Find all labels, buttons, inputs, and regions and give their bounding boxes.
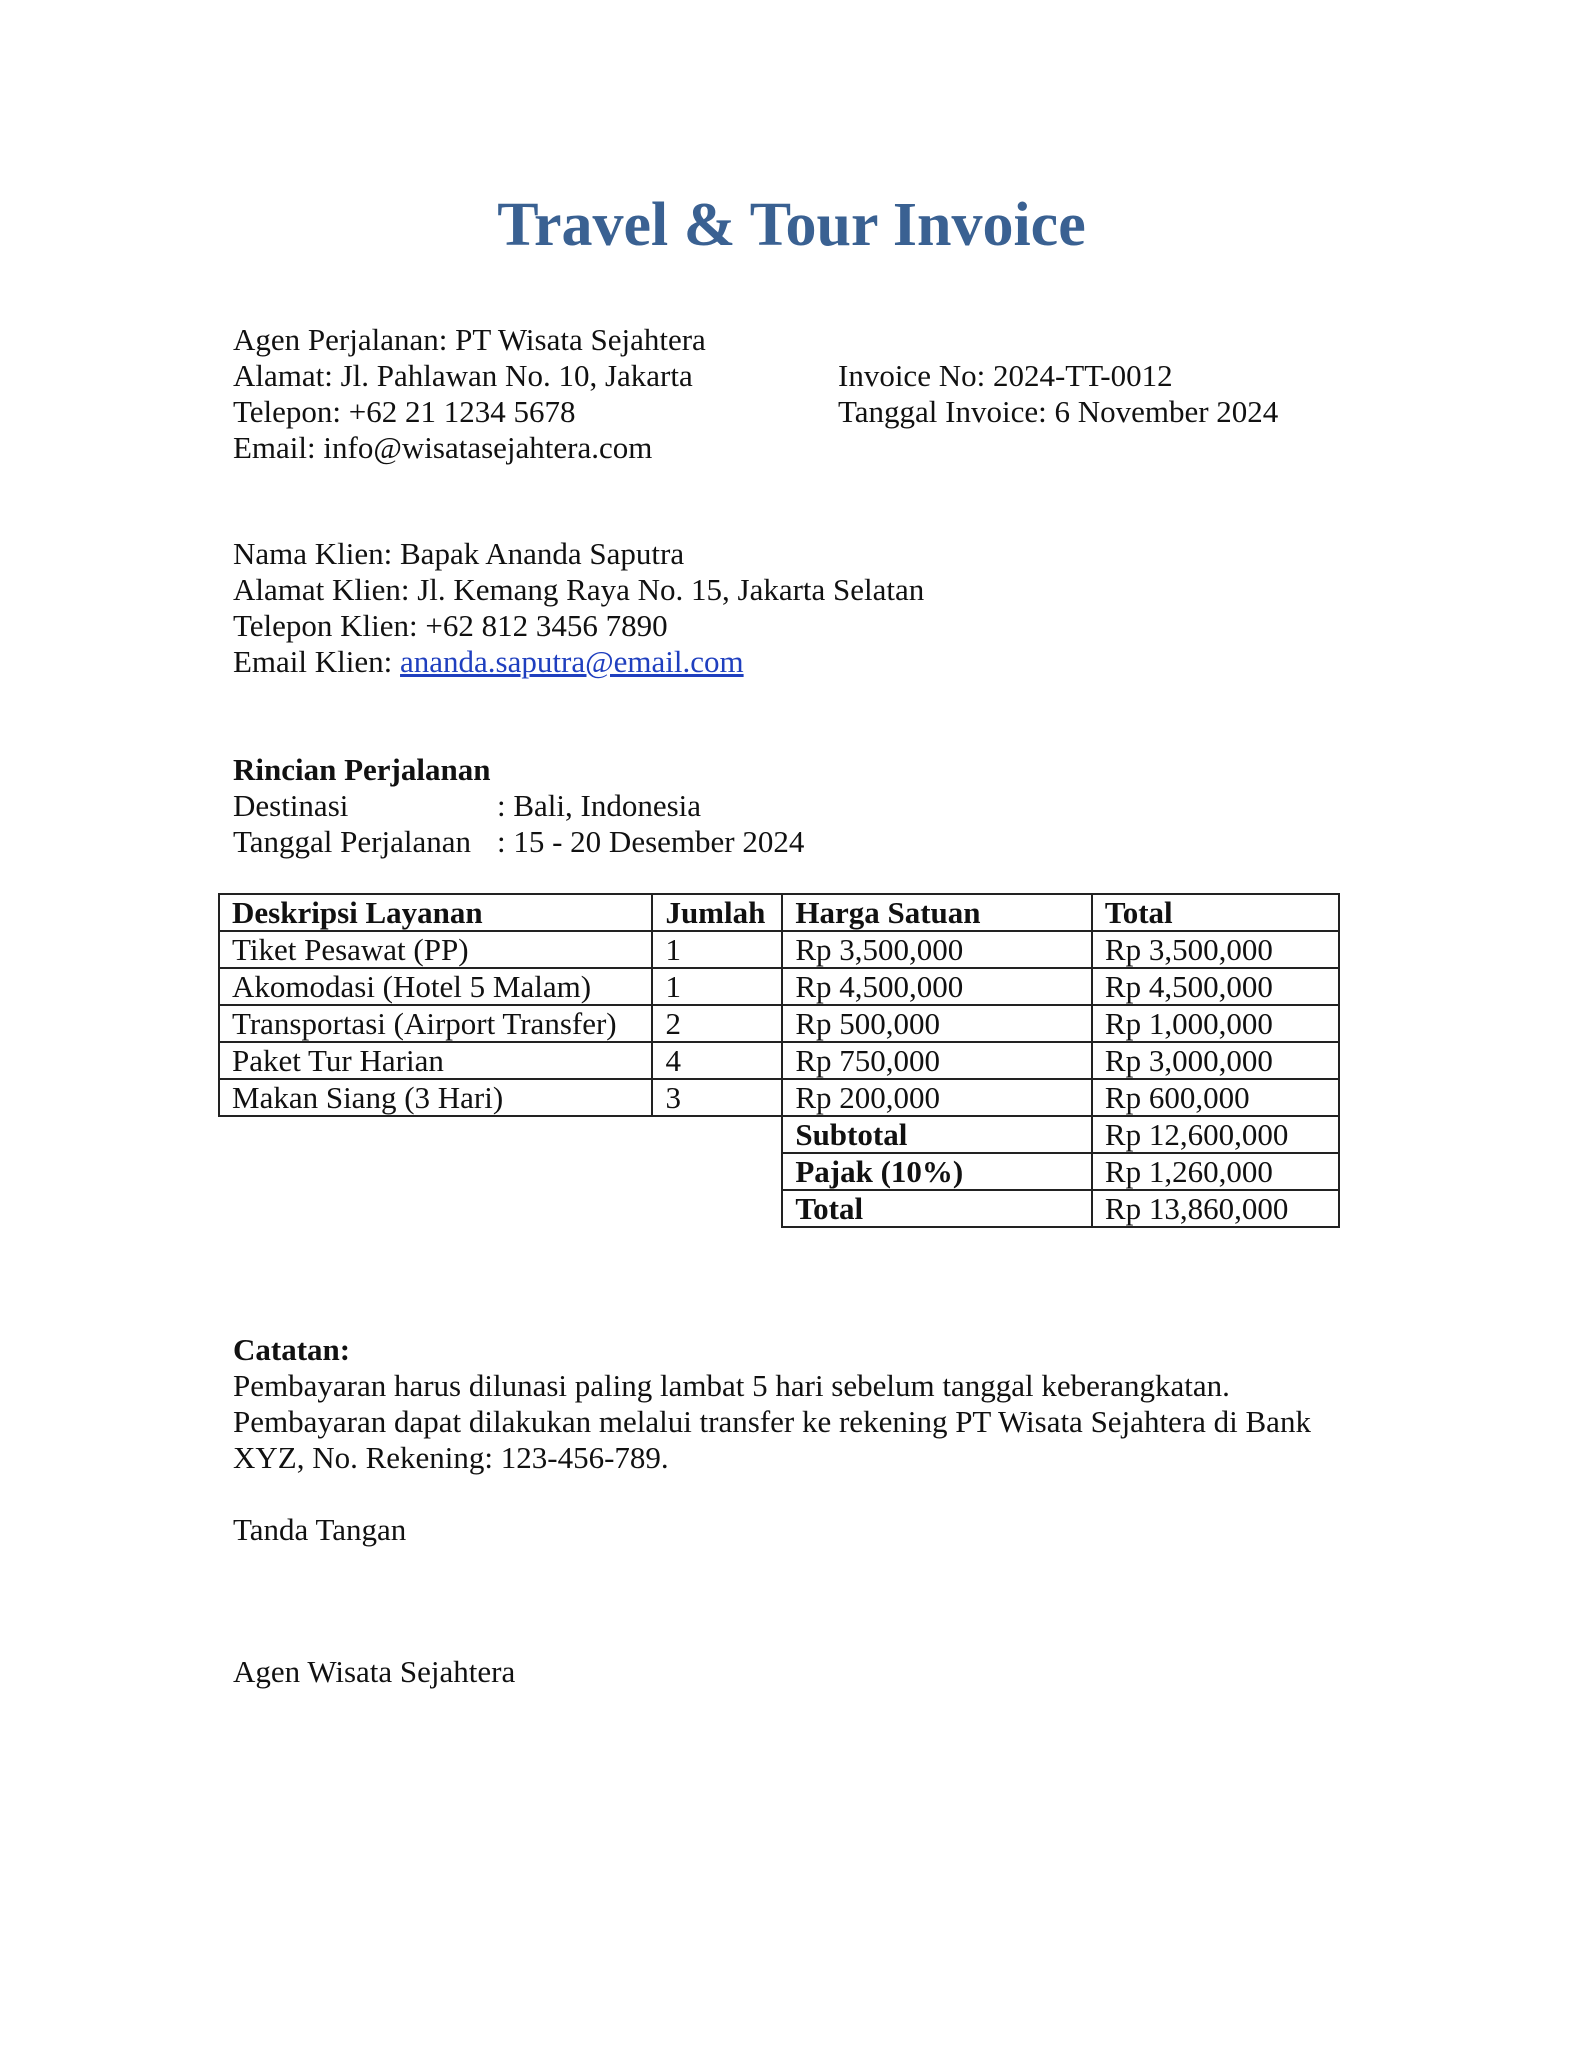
- row-total: Rp 1,000,000: [1092, 1005, 1339, 1042]
- notes-heading: Catatan:: [233, 1332, 351, 1367]
- row-quantity: 1: [652, 931, 782, 968]
- row-description: Paket Tur Harian: [219, 1042, 652, 1079]
- table-row: [219, 1042, 1339, 1079]
- row-quantity: 3: [652, 1079, 782, 1116]
- row-quantity: 1: [652, 968, 782, 1005]
- services-table: [218, 893, 1340, 1228]
- row-description: Akomodasi (Hotel 5 Malam): [219, 968, 652, 1005]
- row-total: Rp 600,000: [1092, 1079, 1339, 1116]
- invoice-date: Tanggal Invoice: 6 November 2024: [838, 394, 1279, 429]
- agency-email: Email: info@wisatasejahtera.com: [233, 430, 653, 465]
- summary-row-total: [219, 1190, 1339, 1227]
- grand-total-value: Rp 13,860,000: [1092, 1190, 1339, 1227]
- table-row: [219, 1005, 1339, 1042]
- grand-total-label: Total: [782, 1190, 1092, 1227]
- agency-phone: Telepon: +62 21 1234 5678: [233, 394, 576, 429]
- trip-date-value: : 15 - 20 Desember 2024: [497, 824, 805, 859]
- summary-spacer: [219, 1153, 782, 1190]
- notes-section: [233, 1332, 1311, 1476]
- row-unit-price: Rp 500,000: [782, 1005, 1092, 1042]
- tax-value: Rp 1,260,000: [1092, 1153, 1339, 1190]
- trip-date: [233, 824, 804, 860]
- table-header-row: [219, 894, 1339, 931]
- signer-name: Agen Wisata Sejahtera: [233, 1654, 516, 1689]
- trip-destination: [233, 788, 804, 824]
- header-quantity: Jumlah: [652, 894, 782, 931]
- summary-row-subtotal: [219, 1116, 1339, 1153]
- header-description: Deskripsi Layanan: [219, 894, 652, 931]
- invoice-meta: [838, 358, 1278, 430]
- trip-heading: Rincian Perjalanan: [233, 752, 491, 787]
- client-phone: Telepon Klien: +62 812 3456 7890: [233, 608, 668, 643]
- client-email-link[interactable]: ananda.saputra@email.com: [400, 644, 744, 679]
- subtotal-value: Rp 12,600,000: [1092, 1116, 1339, 1153]
- table-row: [219, 968, 1339, 1005]
- summary-spacer: [219, 1190, 782, 1227]
- row-description: Makan Siang (3 Hari): [219, 1079, 652, 1116]
- table-row: [219, 931, 1339, 968]
- client-email-line: [233, 644, 924, 680]
- row-quantity: 4: [652, 1042, 782, 1079]
- client-email-label: Email Klien:: [233, 644, 401, 679]
- row-quantity: 2: [652, 1005, 782, 1042]
- row-unit-price: Rp 200,000: [782, 1079, 1092, 1116]
- row-unit-price: Rp 4,500,000: [782, 968, 1092, 1005]
- invoice-title: Travel & Tour Invoice: [497, 191, 1086, 259]
- subtotal-label: Subtotal: [782, 1116, 1092, 1153]
- signature-label: Tanda Tangan: [233, 1512, 407, 1547]
- notes-line-2: Pembayaran dapat dilakukan melalui transfer ke rekening PT Wisata Sejahtera di Bank: [233, 1404, 1311, 1439]
- row-total: Rp 3,500,000: [1092, 931, 1339, 968]
- header-total: Total: [1092, 894, 1339, 931]
- trip-details: [233, 752, 804, 860]
- client-info: [233, 536, 924, 680]
- agency-info: [233, 322, 706, 466]
- client-address: Alamat Klien: Jl. Kemang Raya No. 15, Jakarta Selatan: [233, 572, 925, 607]
- row-description: Transportasi (Airport Transfer): [219, 1005, 652, 1042]
- trip-date-label: Tanggal Perjalanan: [233, 824, 471, 859]
- notes-line-3: XYZ, No. Rekening: 123-456-789.: [233, 1440, 669, 1475]
- agency-address: Alamat: Jl. Pahlawan No. 10, Jakarta: [233, 358, 693, 393]
- notes-line-1: Pembayaran harus dilunasi paling lambat 5 hari sebelum tanggal keberangkatan.: [233, 1368, 1230, 1403]
- summary-row-tax: [219, 1153, 1339, 1190]
- row-total: Rp 4,500,000: [1092, 968, 1339, 1005]
- row-description: Tiket Pesawat (PP): [219, 931, 652, 968]
- destination-label: Destinasi: [233, 788, 349, 823]
- agency-name: Agen Perjalanan: PT Wisata Sejahtera: [233, 322, 706, 357]
- table-row: [219, 1079, 1339, 1116]
- destination-value: : Bali, Indonesia: [497, 788, 702, 823]
- summary-spacer: [219, 1116, 782, 1153]
- row-unit-price: Rp 3,500,000: [782, 931, 1092, 968]
- header-unit-price: Harga Satuan: [782, 894, 1092, 931]
- tax-label: Pajak (10%): [782, 1153, 1092, 1190]
- client-name: Nama Klien: Bapak Ananda Saputra: [233, 536, 685, 571]
- invoice-number: Invoice No: 2024-TT-0012: [838, 358, 1173, 393]
- row-unit-price: Rp 750,000: [782, 1042, 1092, 1079]
- row-total: Rp 3,000,000: [1092, 1042, 1339, 1079]
